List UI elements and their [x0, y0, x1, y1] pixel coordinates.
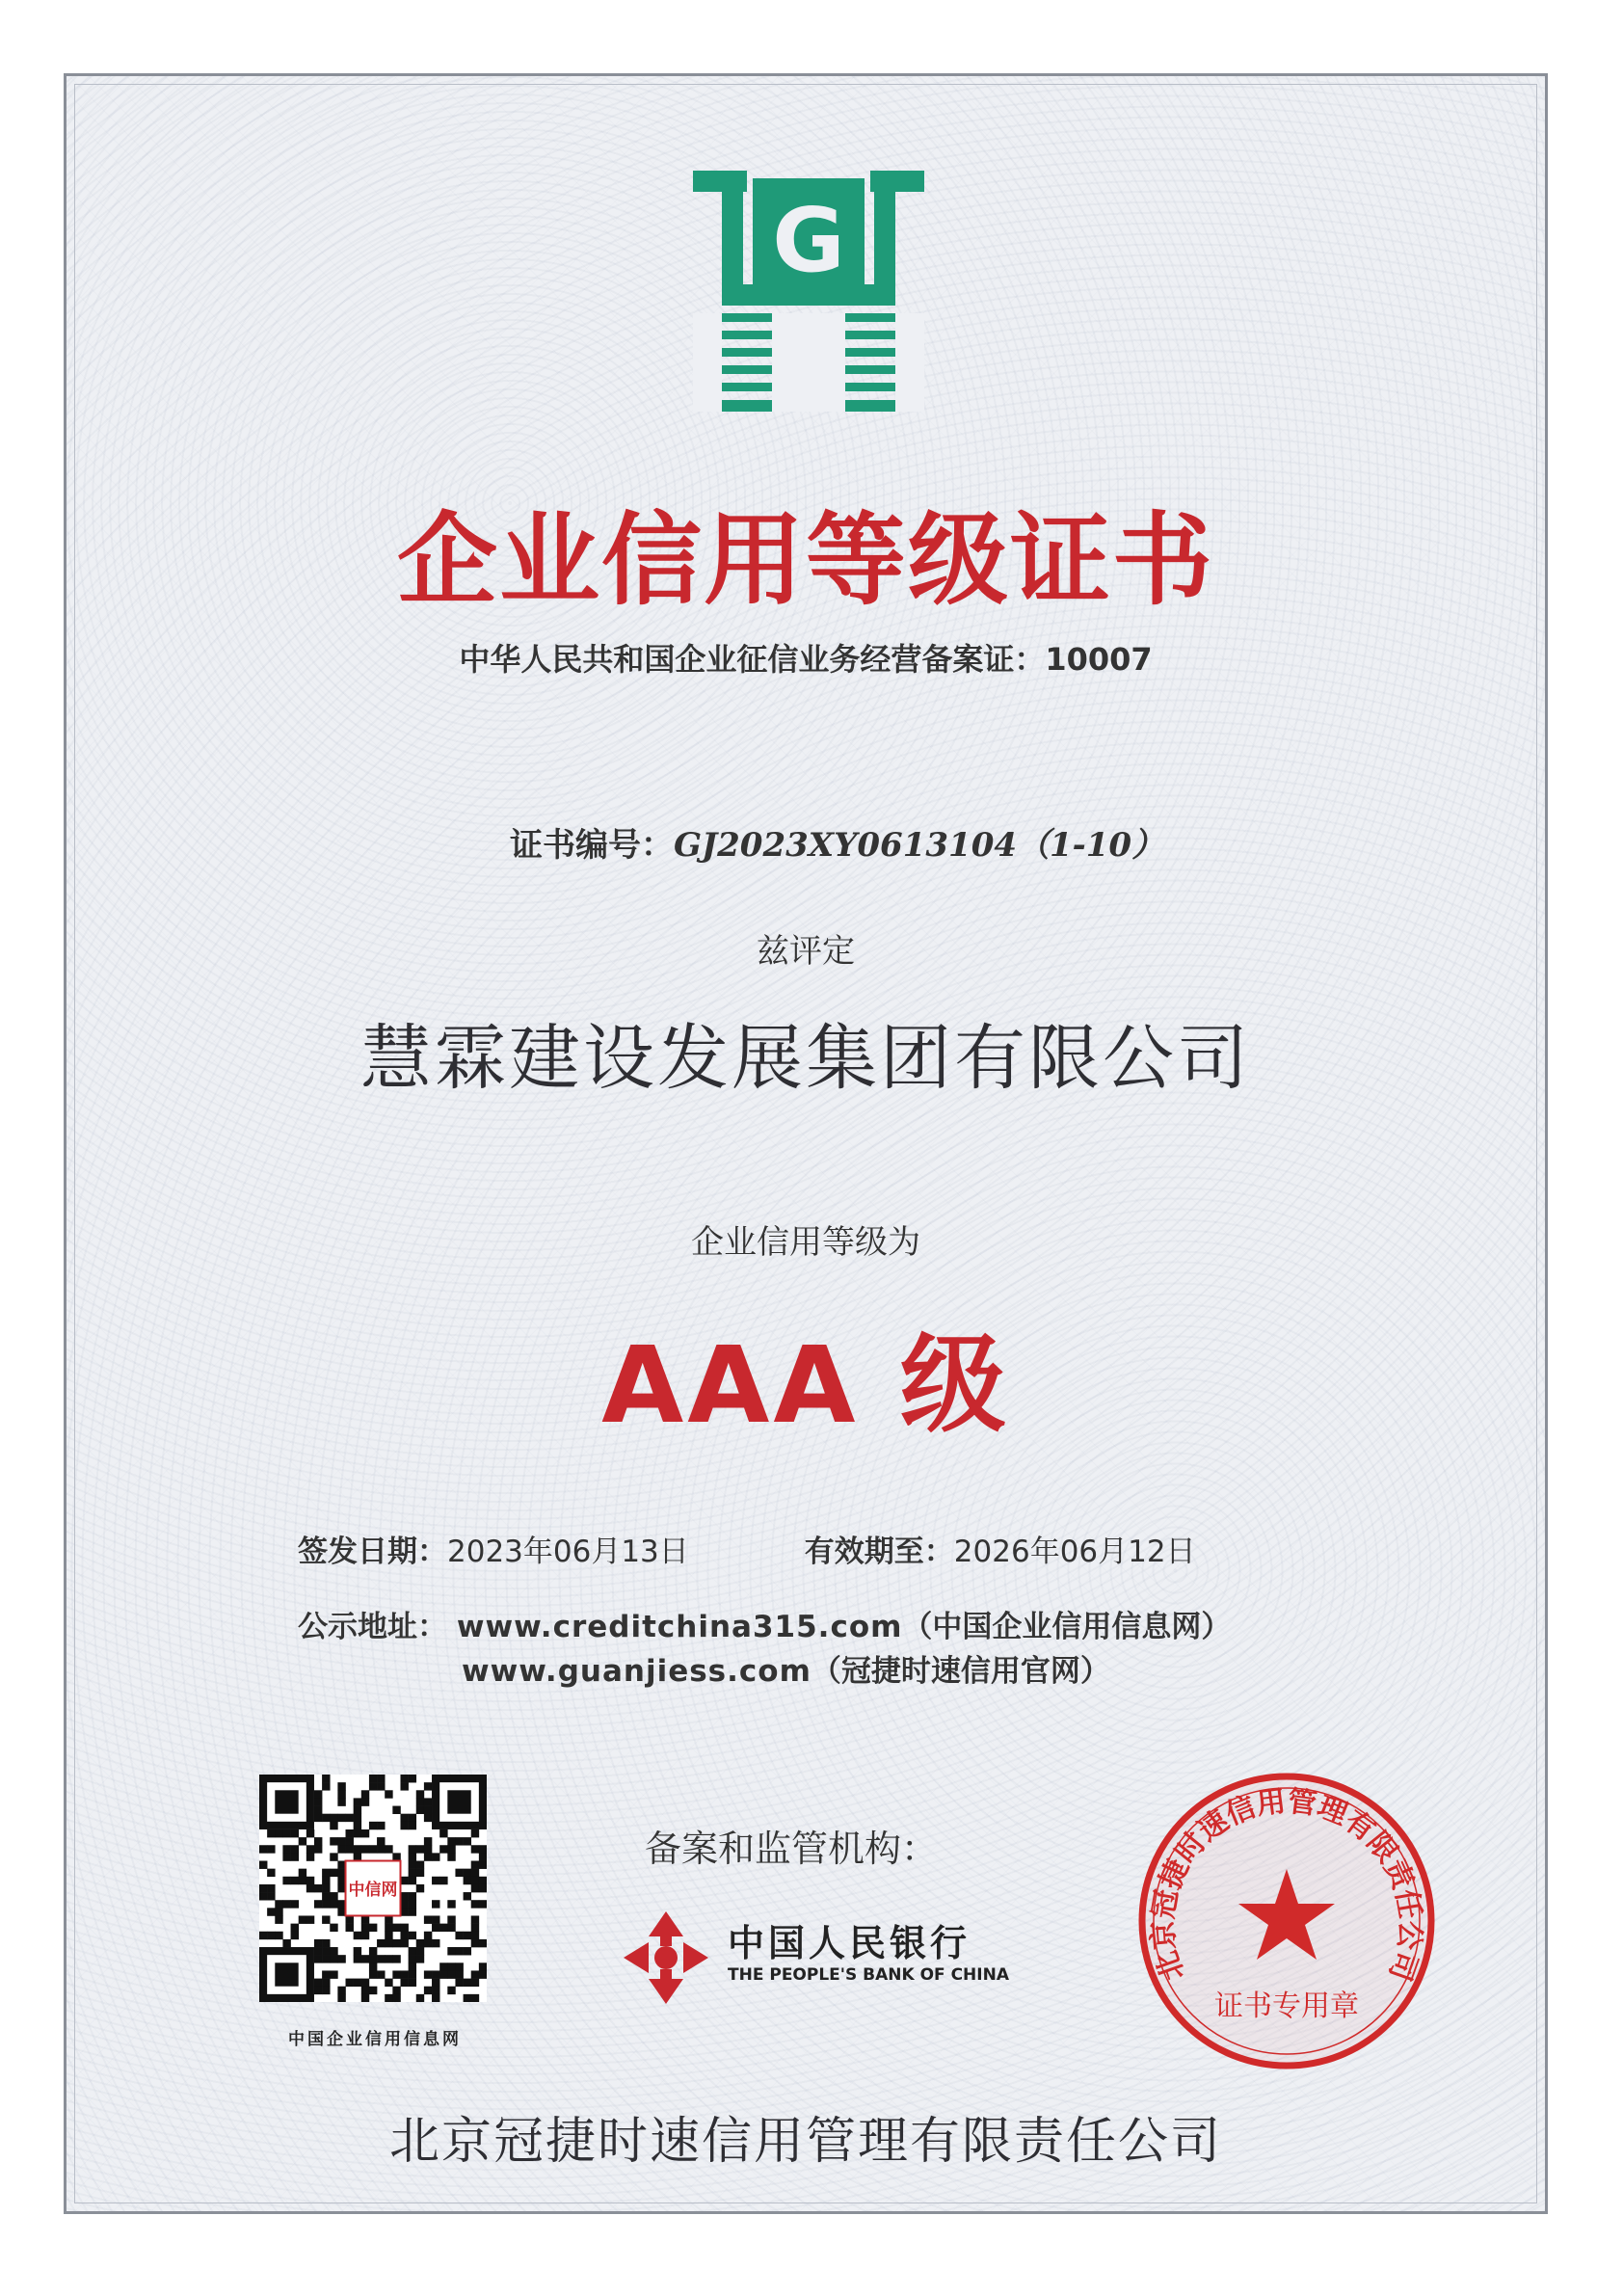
pboc-emblem-icon — [616, 1908, 716, 2008]
public-address — [298, 1605, 1231, 1694]
address-label: 公示地址： — [298, 1610, 447, 1644]
address-link-2[interactable]: www.guanjiess.com — [462, 1654, 812, 1689]
address-name-2: （冠捷时速信用官网） — [811, 1654, 1110, 1689]
issue-date: 2023年06月13日 — [447, 1535, 689, 1569]
issuer-name: 北京冠捷时速信用管理有限责任公司 — [388, 2113, 1222, 2171]
address-link-1[interactable]: www.creditchina315.com — [456, 1610, 903, 1644]
qr-code-icon[interactable] — [259, 1775, 487, 2002]
issue-date-label: 签发日期： — [298, 1535, 447, 1569]
address-name-1: （中国企业信用信息网） — [902, 1610, 1232, 1644]
dates-row — [298, 1527, 1196, 1570]
rating-value: AAA 级 — [601, 1323, 1010, 1447]
gh-logo-icon — [693, 171, 924, 412]
cert-no-value: GJ2023XY0613104（1-10） — [674, 826, 1165, 865]
official-seal-icon — [1134, 1769, 1439, 2073]
certificate-title: 企业信用等级证书 — [396, 501, 1214, 619]
pboc-chinese-name: 中国人民银行 — [728, 1921, 971, 1964]
hereby-text: 兹评定 — [757, 932, 855, 971]
certificate — [64, 73, 1548, 2214]
regulator-label: 备案和监管机构： — [645, 1828, 939, 1870]
seal-text: 北京冠捷时速信用管理有限责任公司 — [1146, 1784, 1427, 1986]
logo-letter: G — [772, 189, 845, 292]
valid-until-label: 有效期至： — [804, 1535, 954, 1569]
pboc-english-name: THE PEOPLE'S BANK OF CHINA — [728, 1965, 1009, 1985]
registration-text: 中华人民共和国企业征信业务经营备案证：10007 — [459, 641, 1153, 678]
cert-no-label: 证书编号： — [510, 826, 674, 865]
rating-label: 企业信用等级为 — [691, 1223, 920, 1262]
qr-caption: 中国企业信用信息网 — [288, 2030, 462, 2049]
valid-until-date: 2026年06月12日 — [953, 1535, 1196, 1569]
qr-center-label: 中信网 — [348, 1881, 398, 1900]
company-name: 慧霖建设发展集团有限公司 — [360, 1017, 1251, 1100]
seal-bottom-text: 证书专用章 — [1214, 1989, 1359, 2023]
pboc-logo — [616, 1908, 1030, 2014]
certificate-number — [510, 818, 1164, 866]
